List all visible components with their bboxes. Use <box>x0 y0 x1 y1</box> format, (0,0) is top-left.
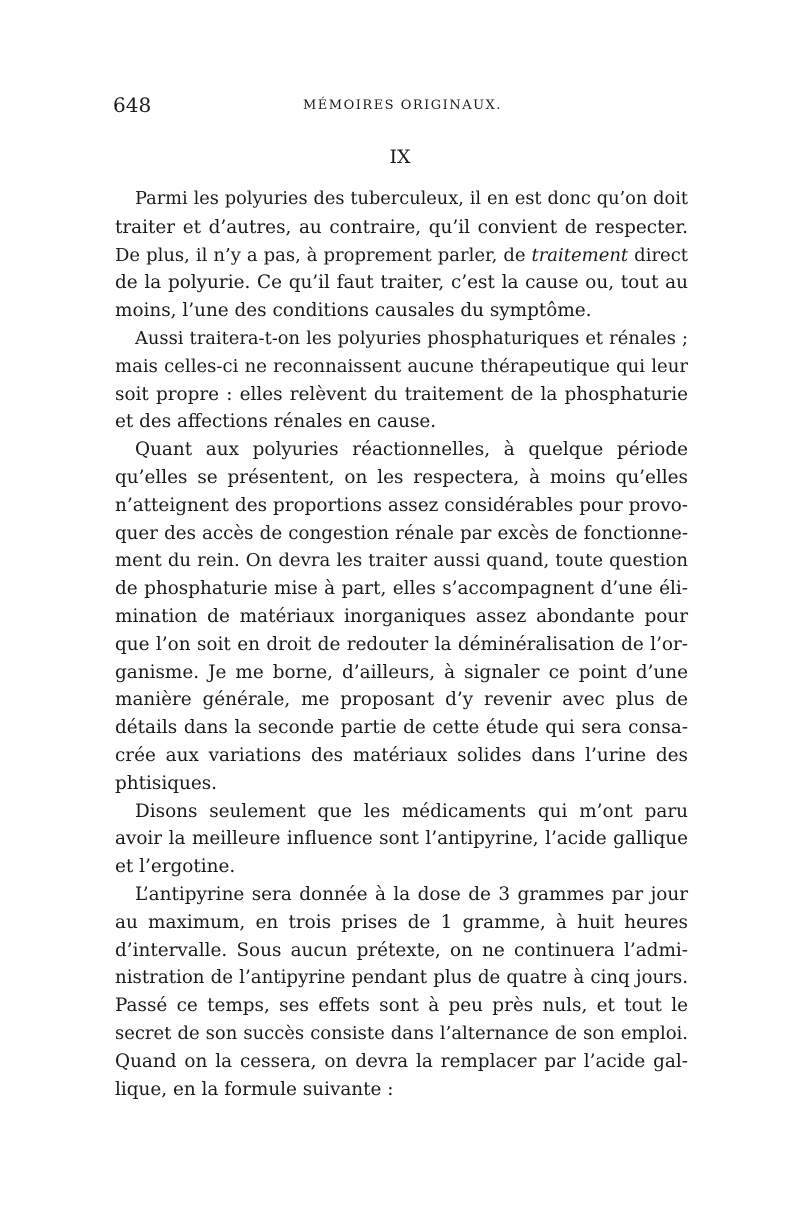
text-line: qu’elles se présentent, on les respectera, à moins qu’elles <box>115 466 688 488</box>
text-line: Parmi les polyuries des tuberculeux, il en est donc qu’on doit <box>135 189 688 209</box>
text-line: avoir la meilleure influence sont l’antipyrine, l’acide gallique <box>115 828 688 850</box>
text-line: mais celles-ci ne reconnaissent aucune thérapeutique qui leur <box>115 355 688 377</box>
text-line: quer des accès de congestion rénale par excès de fonctionne- <box>115 522 688 544</box>
text-line: Quant aux polyuries réactionnelles, à quelque période <box>135 439 688 461</box>
text-line: manière générale, me proposant d’y revenir avec plus de <box>115 689 688 711</box>
body-text <box>115 186 688 1103</box>
text-line: et l’ergotine. <box>115 856 236 878</box>
text-line: crée aux variations des matériaux solides dans l’urine des <box>115 744 688 766</box>
running-head <box>113 93 686 121</box>
text-line <box>115 242 688 270</box>
text-line: au maximum, en trois prises de 1 gramme, à huit heures <box>115 911 688 933</box>
text-line: soit propre : elles relèvent du traitement de la phosphaturie <box>115 383 688 405</box>
text-line: de la polyurie. Ce qu’il faut traiter, c’est la cause ou, tout au <box>115 272 688 294</box>
section-heading <box>0 146 800 168</box>
text-line: Quand on la cessera, on devra la remplacer par l’acide gal- <box>115 1050 688 1072</box>
section-number: IX <box>389 146 411 168</box>
text-line: L’antipyrine sera donnée à la dose de 3 grammes par jour <box>135 883 688 905</box>
page-number: 648 <box>113 93 152 117</box>
text-line: de phosphaturie mise à part, elles s’accompagnent d’une éli- <box>115 578 688 600</box>
text-line: mination de matériaux inorganiques assez abondante pour <box>115 605 688 627</box>
text-line-segment: direct <box>628 244 688 266</box>
emphasized-term: traitement <box>531 244 629 266</box>
text-line-segment: De plus, il n’y a pas, à proprement parler, de <box>115 244 532 266</box>
text-line: Passé ce temps, ses effets sont à peu près nuls, et tout le <box>115 995 688 1017</box>
text-line: et des affections rénales en cause. <box>115 411 437 433</box>
text-line: ganisme. Je me borne, d’ailleurs, à signaler ce point d’une <box>115 661 688 683</box>
text-line: que l’on soit en droit de redouter la déminéralisation de l’or- <box>115 633 688 655</box>
text-line: phtisiques. <box>115 772 217 794</box>
text-line: secret de son succès consiste dans l’alternance de son emploi. <box>115 1022 688 1044</box>
text-line: détails dans la seconde partie de cette étude qui sera consa- <box>115 717 688 739</box>
text-line: Aussi traitera-t-on les polyuries phosphaturiques et rénales ; <box>135 327 688 349</box>
text-line: n’atteignent des proportions assez considérables pour provo- <box>115 494 688 516</box>
text-line: traiter et d’autres, au contraire, qu’il convient de respecter. <box>115 216 688 238</box>
text-line: lique, en la formule suivante : <box>115 1078 394 1100</box>
text-line: nistration de l’antipyrine pendant plus de quatre à cinq jours. <box>115 967 688 989</box>
text-line: moins, l’une des conditions causales du symptôme. <box>115 300 592 322</box>
text-line: Disons seulement que les médicaments qui m’ont paru <box>135 800 688 822</box>
text-line: d’intervalle. Sous aucun prétexte, on ne continuera l’admi- <box>115 939 688 961</box>
text-line: ment du rein. On devra les traiter aussi quand, toute question <box>115 550 688 572</box>
running-title: MÉMOIRES ORIGINAUX. <box>303 98 502 113</box>
